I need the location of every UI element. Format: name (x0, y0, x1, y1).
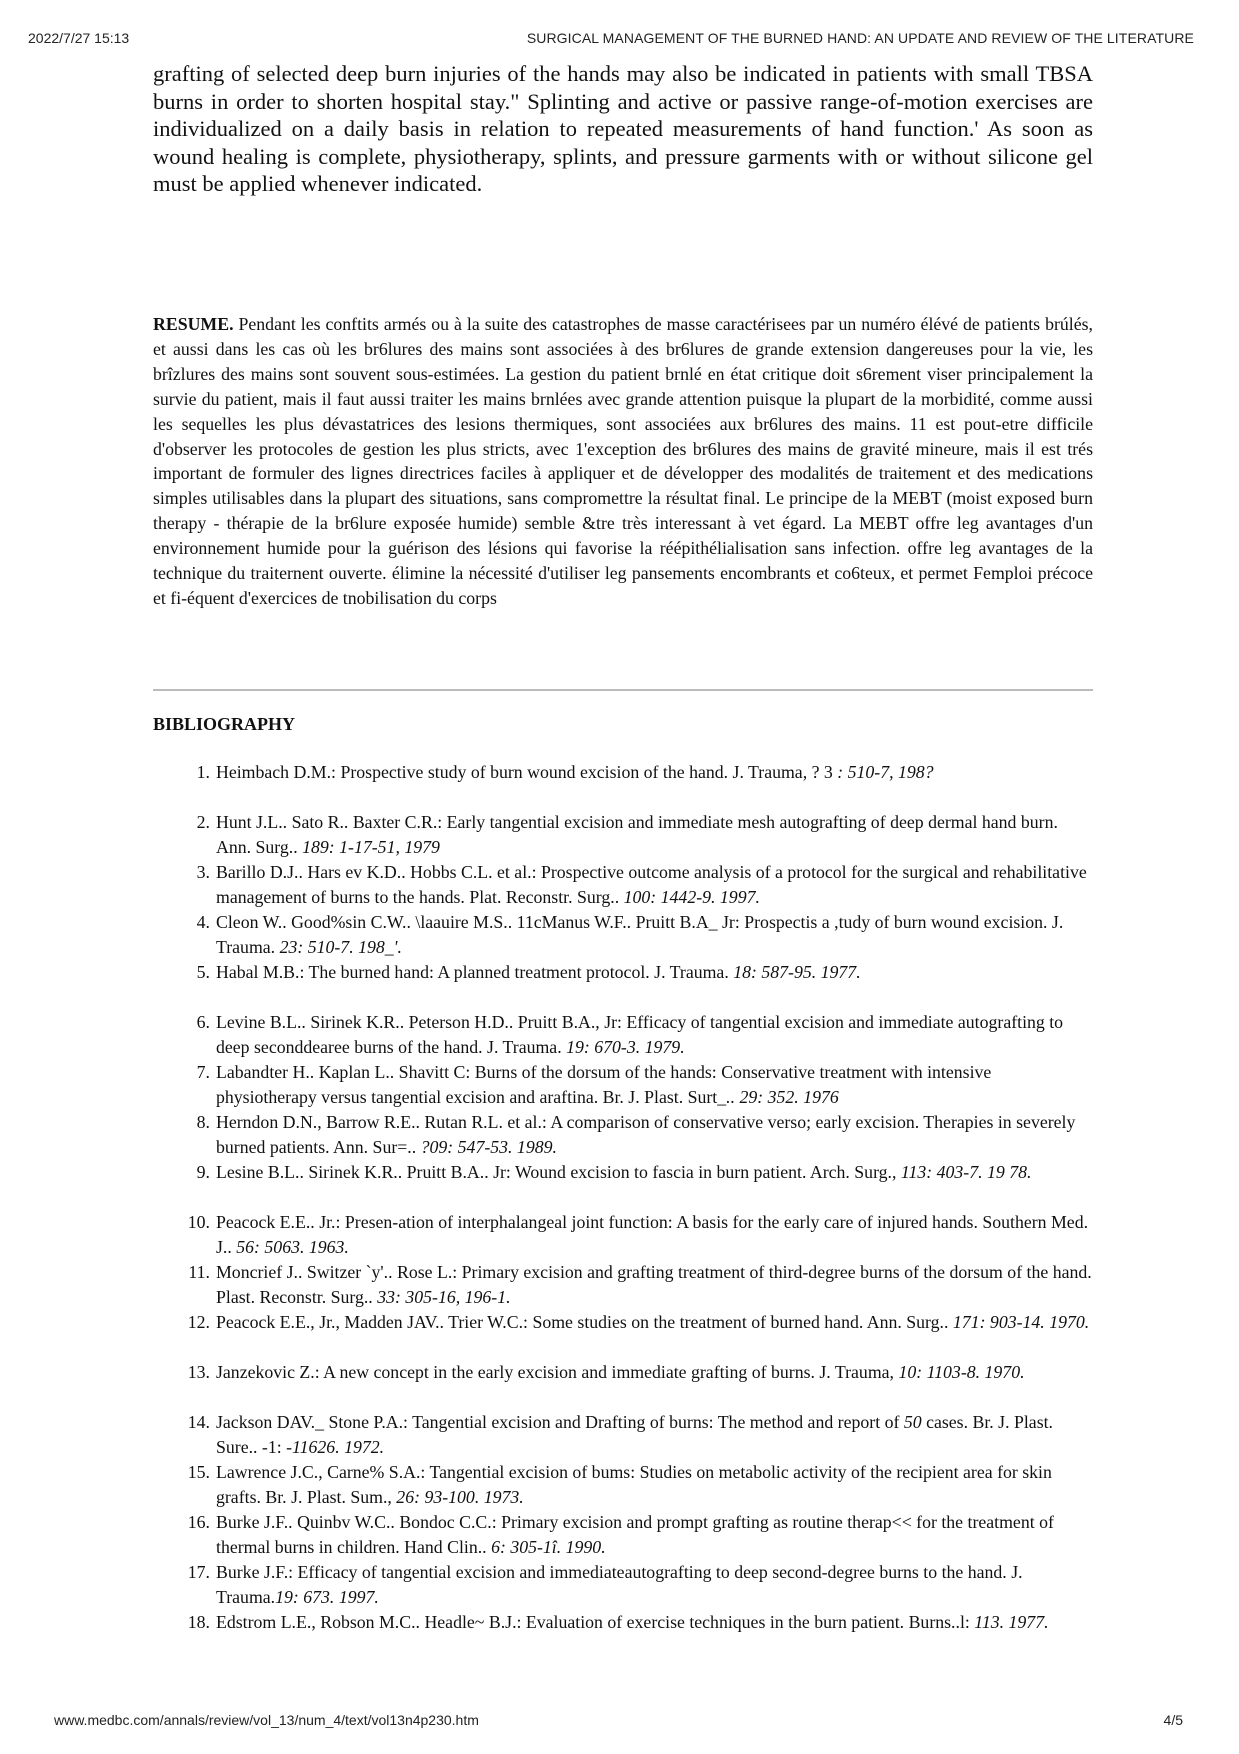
bibliography-item: 13. Janzekovic Z.: A new concept in the early excision and immediate grafting of burns. J. Trauma, 10: 1103-8. 1970. (187, 1362, 1025, 1382)
bibliography-list (153, 760, 1093, 1660)
bibliography-item: 6. Levine B.L.. Sirinek K.R.. Peterson H.D.. Pruitt B.A., Jr: Efficacy of tangential excision and immediate autografting to deep seconddearee burns of the hand. J. Trauma. 19: 670-3. 1979. (196, 1012, 1064, 1057)
resume-text: Pendant les conftits armés ou à la suite des catastrophes de masse caractérisees par un numéro élévé de patients brúlés, et aussi dans les cas où les br6lures des mains sont associées à des br6lures de grande extension dangereuses pour la vie, les brîzlures des mains sont souvent sous-estimées. La gestion du patient brnlé en état critique doit s6rement viser principalement la survie du patient, mais il faut aussi traiter les mains brnlées avec grande attention puisque la plupart de la morbidité, comme aussi les sequelles les plus dévastatrices des lesions thermiques, sont associées aux br6lures des mains. 11 est pout-etre difficile d'observer les protocoles de gestion les plus stricts, avec 1'exception des br6lures des mains de gravité mineure, mais il est trés important de formuler des lignes directrices faciles à appliquer et de développer des modalités de traitement et des medications simples utilisables dans la plupart des situations, sans compromettre la résultat final. Le principe de la MEBT (moist exposed burn therapy - thérapie de la br6lure exposée humide) semble &tre très interessant à vet égard. La MEBT offre leg avantages d'un environnement humide pour la guérison des lésions qui favorise la réépithélialisation sans infection. offre leg avantages de la technique du traiternent ouverte. élimine la nécessité d'utiliser leg pansements encombrants et co6teux, et permet Femploi précoce et fi-équent d'exercices de tnobilisation du corps (153, 314, 1093, 608)
bibliography-item: 9. Lesine B.L.. Sirinek K.R.. Pruitt B.A.. Jr: Wound excision to fascia in burn patient. Arch. Surg., 113: 403-7. 19 78. (196, 1162, 1032, 1182)
bibliography-title: BIBLIOGRAPHY (153, 714, 296, 734)
bibliography-item: 18. Edstrom L.E., Robson M.C.. Headle~ B.J.: Evaluation of exercise techniques in the burn patient. Burns..l: 113. 1977. (187, 1612, 1049, 1632)
bibliography-item: 5. Habal M.B.: The burned hand: A planned treatment protocol. J. Trauma. 18: 587-95. 1977. (196, 962, 861, 982)
section-divider (153, 689, 1093, 691)
bibliography-item: 11. Moncrief J.. Switzer `y'.. Rose L.: Primary excision and grafting treatment of third-degree burns of the dorsum of the hand. Plast. Reconstr. Surg.. 33: 305-16, 196-1. (188, 1262, 1092, 1307)
source-url: www.medbc.com/annals/review/vol_13/num_4/text/vol13n4p230.htm (54, 1712, 479, 1728)
bibliography-item: 15. Lawrence J.C., Carne% S.A.: Tangential excision of bums: Studies on metabolic activity of the recipient area for skin grafts. Br. J. Plast. Sum., 26: 93-100. 1973. (187, 1462, 1052, 1507)
bibliography-item: 1. Heimbach D.M.: Prospective study of burn wound excision of the hand. J. Trauma, ? 3 : 510-7, 198? (196, 762, 934, 782)
resume-label: RESUME. (153, 314, 234, 334)
page-number: 4/5 (1163, 1712, 1183, 1728)
print-datetime: 2022/7/27 15:13 (28, 30, 130, 46)
bibliography-item: 10. Peacock E.E.. Jr.: Presen-ation of interphalangeal joint function: A basis for the early care of injured hands. Southern Med. J.. 56: 5063. 1963. (187, 1212, 1089, 1257)
bibliography-item: 16. Burke J.F.. Quinbv W.C.. Bondoc C.C.: Primary excision and prompt grafting as routine therap<< for the treatment of thermal burns in children. Hand Clin.. 6: 305-1î. 1990. (187, 1512, 1054, 1557)
bibliography-item: 17. Burke J.F.: Efficacy of tangential excision and immediateautografting to deep second-degree burns to the hand. J. Trauma.19: 673. 1997. (187, 1562, 1023, 1607)
resume-paragraph (153, 312, 1093, 611)
bibliography-item: 12. Peacock E.E., Jr., Madden JAV.. Trier W.C.: Some studies on the treatment of burned hand. Ann. Surg.. 171: 903-14. 1970. (187, 1312, 1090, 1332)
bibliography-item: 8. Herndon D.N., Barrow R.E.. Rutan R.L. et al.: A comparison of conservative verso; early excision. Therapies in severely burned patients. Ann. Sur=.. ?09: 547-53. 1989. (196, 1112, 1076, 1157)
intro-paragraph: grafting of selected deep burn injuries of the hands may also be indicated in patients with small TBSA burns in order to shorten hospital stay." Splinting and active or passive range-of-motion exercises are individualized on a daily basis in relation to repeated measurements of hand function.' As soon as wound healing is complete, physiotherapy, splints, and pressure garments with or without silicone gel must be applied whenever indicated. (153, 61, 1093, 196)
bibliography-item: 2. Hunt J.L.. Sato R.. Baxter C.R.: Early tangential excision and immediate mesh autografting of deep dermal hand burn. Ann. Surg.. 189: 1-17-51, 1979 (196, 812, 1058, 857)
document-title: SURGICAL MANAGEMENT OF THE BURNED HAND: AN UPDATE AND REVIEW OF THE LITERATURE (526, 30, 1194, 46)
bibliography-item: 14. Jackson DAV._ Stone P.A.: Tangential excision and Drafting of burns: The method and report of 50 cases. Br. J. Plast. Sure.. -1: -11626. 1972. (187, 1412, 1054, 1457)
bibliography-item: 4. Cleon W.. Good%sin C.W.. \laauire M.S.. 11cManus W.F.. Pruitt B.A_ Jr: Prospectis a ,tudy of burn wound excision. J. Trauma. 23: 510-7. 198_'. (196, 912, 1064, 957)
bibliography-item: 7. Labandter H.. Kaplan L.. Shavitt C: Burns of the dorsum of the hands: Conservative treatment with intensive physiotherapy versus tangential excision and araftina. Br. J. Plast. Surt_.. 29: 352. 1976 (196, 1062, 992, 1107)
bibliography-item: 3. Barillo D.J.. Hars ev K.D.. Hobbs C.L. et al.: Prospective outcome analysis of a protocol for the surgical and rehabilitative management of burns to the hands. Plat. Reconstr. Surg.. 100: 1442-9. 1997. (196, 862, 1087, 907)
